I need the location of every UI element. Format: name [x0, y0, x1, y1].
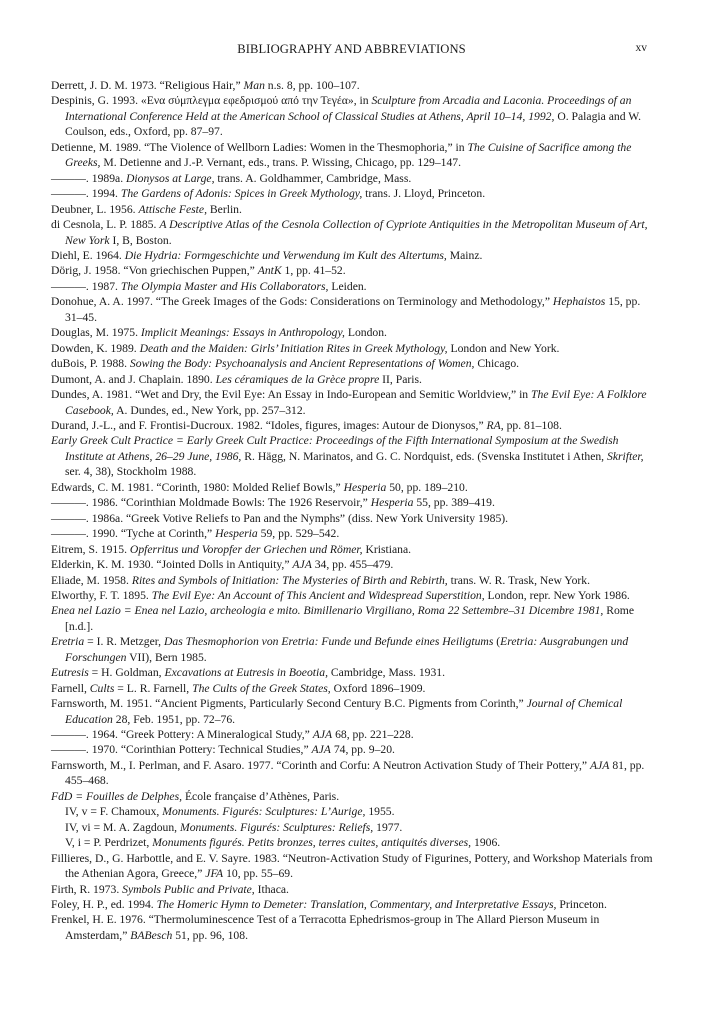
entry-italic-text: The Cults of the Greek States, [192, 681, 331, 695]
entry-italic-text: Rites and Symbols of Initiation: The Mysteries of Birth and Rebirth, [131, 573, 448, 587]
entry-text: 1955. [365, 805, 395, 819]
bibliography-entry [51, 542, 656, 557]
bibliography-entry [51, 758, 656, 789]
entry-italic-text: Die Hydria: Formgeschichte und Verwendung im Kult des Altertums, [124, 248, 447, 262]
entry-text: ———. 1994. [51, 187, 121, 201]
entry-italic-text: RA, [486, 418, 504, 432]
entry-text: Detienne, M. 1989. “The Violence of Wellborn Ladies: Women in the Thesmophoria,” in [51, 140, 468, 154]
entry-text: ( [493, 635, 501, 649]
bibliography-entry [51, 511, 656, 526]
bibliography-entry [51, 294, 656, 325]
entry-text: Farnsworth, M. 1951. “Ancient Pigments, Particularly Second Century B.C. Pigments from Corinth,” [51, 697, 527, 711]
entry-italic-text: The Gardens of Adonis: Spices in Greek Mythology, [120, 187, 363, 201]
entry-italic-text: Implicit Meanings: Essays in Anthropology, [140, 326, 345, 340]
entry-text: Berlin. [207, 202, 242, 216]
entry-text: Oxford 1896–1909. [330, 681, 426, 695]
bibliography-entry [51, 696, 656, 727]
entry-text: Fillieres, D., G. Harbottle, and E. V. Sayre. 1983. “Neutron-Activation Study of Figurines, Pottery, and Workshop Materials from the Athenian Agora, Greece,” [51, 851, 653, 881]
entry-italic-text: Eutresis [51, 666, 89, 680]
entry-italic-text: Monuments. Figurés: Sculptures: Reliefs, [180, 820, 374, 834]
bibliography-entry [51, 418, 656, 433]
entry-text: ———. 1986a. “Greek Votive Reliefs to Pan and the Nymphs” (diss. New York University 1985). [51, 511, 509, 525]
entry-text: Dowden, K. 1989. [51, 341, 140, 355]
entry-italic-text: Eretria [51, 635, 85, 649]
bibliography-entry [51, 526, 656, 541]
bibliography-entry [51, 93, 656, 139]
bibliography-list [51, 78, 656, 943]
entry-text: = I. R. Metzger, [84, 635, 165, 649]
entry-text: 34, pp. 455–479. [311, 558, 394, 572]
bibliography-entry [51, 603, 656, 634]
entry-italic-text: Eretria: Ausgrabungen und Forschungen [65, 635, 629, 664]
entry-text: IV, vi = M. A. Zagdoun, [65, 820, 180, 834]
entry-text: ———. 1986. “Corinthian Moldmade Bowls: The 1926 Reservoir,” [51, 496, 371, 510]
entry-italic-text: Attische Feste, [138, 202, 207, 216]
entry-text: = H. Goldman, [88, 666, 165, 680]
entry-italic-text: AJA [311, 743, 331, 757]
bibliography-entry [51, 356, 656, 371]
bibliography-entry [51, 897, 656, 912]
bibliography-entry [51, 387, 656, 418]
entry-italic-text: AJA [292, 558, 312, 572]
entry-text: IV, v = F. Chamoux, [65, 805, 163, 819]
entry-text: Farnell, [51, 681, 90, 695]
entry-text: London and New York. [447, 341, 560, 355]
entry-italic-text: FdD = Fouilles de Delphes, [51, 789, 183, 803]
entry-text: Despinis, G. 1993. «Ενα σύμπλεγμα εφεδρισμού από την Τεγέα», in [51, 94, 372, 108]
entry-text: Diehl, E. 1964. [51, 248, 125, 262]
bibliography-entry [51, 681, 656, 696]
entry-italic-text: Skrifter, [607, 449, 644, 463]
entry-text: Edwards, C. M. 1981. “Corinth, 1980: Molded Relief Bowls,” [51, 480, 344, 494]
entry-italic-text: Hesperia [343, 480, 387, 494]
bibliography-entry [51, 433, 656, 479]
entry-italic-text: Early Greek Cult Practice = Early Greek Cult Practice: Proceedings of the Fifth International Symposium at the Swedish Institute at Athens, 26–29 June, 1986, [51, 434, 619, 463]
entry-text: Dörig, J. 1958. “Von griechischen Puppen,” [51, 264, 258, 278]
entry-italic-text: Sowing the Body: Psychoanalysis and Ancient Representations of Women, [129, 357, 475, 371]
bibliography-entry [51, 573, 656, 588]
page-number: xv [635, 42, 647, 54]
entry-italic-text: Hesperia [215, 527, 258, 541]
entry-italic-text: Les céramiques de la Grèce propre [215, 372, 380, 386]
entry-italic-text: Dionysos at Large, [126, 171, 215, 185]
entry-text: 1977. [373, 820, 403, 834]
entry-italic-text: Das Thesmophorion von Eretria: Funde und Befunde eines Heiligtums [164, 635, 494, 649]
entry-text: 81, pp. 455–468. [65, 758, 645, 788]
bibliography-entry [51, 742, 656, 757]
bibliography-entry [51, 263, 656, 278]
bibliography-entry [51, 789, 656, 804]
bibliography-entry [51, 325, 656, 340]
bibliography-entry [51, 341, 656, 356]
entry-text: ———. 1990. “Tyche at Corinth,” [51, 527, 216, 541]
entry-italic-text: Hesperia [370, 496, 414, 510]
entry-text: 15, pp. 31–45. [65, 295, 641, 324]
bibliography-entry [51, 186, 656, 201]
entry-text: pp. 81–108. [503, 418, 562, 432]
bibliography-entry [51, 279, 656, 294]
entry-text: 1906. [471, 836, 501, 850]
entry-italic-text: Journal of Chemical Education [65, 697, 623, 726]
entry-italic-text: AntK [257, 264, 282, 278]
entry-text: École française d’Athènes, Paris. [182, 789, 340, 803]
entry-italic-text: Man [243, 79, 265, 92]
entry-text: A. Dundes, ed., New York, pp. 257–312. [113, 403, 306, 417]
entry-italic-text: BABesch [130, 928, 173, 942]
entry-text: Farnsworth, M., I. Perlman, and F. Asaro. 1977. “Corinth and Corfu: A Neutron Activation Study of Their Pottery,” [51, 758, 591, 772]
entry-text: Dumont, A. and J. Chaplain. 1890. [51, 372, 216, 386]
entry-text: 68, pp. 221–228. [332, 728, 414, 742]
entry-text: Ithaca. [254, 882, 289, 896]
entry-text: O. Palagia and W. Coulson, eds., Oxford, pp. 87–97. [65, 109, 642, 139]
entry-text: Douglas, M. 1975. [51, 326, 141, 340]
bibliography-entry [51, 480, 656, 495]
entry-italic-text: Enea nel Lazio = Enea nel Lazio, archeologia e mito. Bimillenario Virgiliano, Roma 22 Settembre–31 Dicembre 1981, [51, 604, 604, 618]
bibliography-entry [51, 171, 656, 186]
entry-text: 74, pp. 9–20. [330, 743, 395, 757]
entry-text: Eitrem, S. 1915. [51, 542, 130, 556]
page-header [0, 42, 703, 62]
bibliography-subentry [51, 804, 656, 819]
entry-text: duBois, P. 1988. [51, 357, 130, 371]
entry-text: London. [344, 326, 387, 340]
entry-text: ———. 1989a. [51, 171, 127, 185]
entry-text: Princeton. [556, 898, 607, 912]
entry-italic-text: Cults [89, 681, 115, 695]
entry-text: Mainz. [446, 248, 483, 262]
entry-text: R. Hägg, N. Marinatos, and G. C. Nordquist, eds. (Svenska Institutet i Athen, [241, 449, 608, 463]
entry-italic-text: Hephaistos [552, 295, 606, 309]
entry-text: Deubner, L. 1956. [51, 202, 139, 216]
entry-italic-text: JFA [205, 867, 224, 881]
bibliography-entry [51, 248, 656, 263]
bibliography-entry [51, 665, 656, 680]
entry-italic-text: AJA [590, 758, 610, 772]
entry-text: Elderkin, K. M. 1930. “Jointed Dolls in Antiquity,” [51, 558, 293, 572]
bibliography-entry [51, 372, 656, 387]
entry-text: Firth, R. 1973. [51, 882, 123, 896]
entry-text: Frenkel, H. E. 1976. “Thermoluminescence Test of a Terracotta Ephedrismos-group in The Allard Pierson Museum in Amsterdam,” [51, 913, 600, 942]
entry-text: ———. 1970. “Corinthian Pottery: Technical Studies,” [51, 743, 312, 757]
entry-text: Foley, H. P., ed. 1994. [51, 898, 157, 912]
entry-text: Kristiana. [362, 542, 412, 556]
entry-italic-text: Death and the Maiden: Girls’ Initiation Rites in Greek Mythology, [139, 341, 448, 355]
bibliography-entry [51, 495, 656, 510]
entry-text: V, i = P. Perdrizet, [65, 836, 153, 850]
entry-text: II, Paris. [379, 372, 422, 386]
bibliography-subentry [51, 835, 656, 850]
entry-text: trans. J. Lloyd, Princeton. [362, 187, 486, 201]
entry-text: ———. 1987. [51, 279, 121, 293]
entry-italic-text: Monuments. Figurés: Sculptures: L’Aurige, [162, 805, 366, 819]
bibliography-subentry [51, 820, 656, 835]
entry-text: M. Detienne and J.-P. Vernant, eds., trans. P. Wissing, Chicago, pp. 129–147. [100, 156, 462, 170]
entry-italic-text: The Homeric Hymn to Demeter: Translation, Commentary, and Interpretative Essays, [156, 898, 557, 912]
entry-text: ———. 1964. “Greek Pottery: A Mineralogical Study,” [51, 728, 313, 742]
bibliography-entry [51, 217, 656, 248]
entry-text: di Cesnola, L. P. 1885. [51, 218, 160, 232]
entry-italic-text: Opferritus und Voropfer der Griechen und Römer, [129, 542, 363, 556]
entry-text: trans. W. R. Trask, New York. [447, 573, 591, 587]
entry-italic-text: AJA [312, 728, 333, 742]
entry-italic-text: The Olympia Master and His Collaborators, [120, 279, 329, 293]
entry-text: Donohue, A. A. 1997. “The Greek Images of the Gods: Considerations on Terminology and Methodology,” [51, 295, 553, 309]
entry-text: 50, pp. 189–210. [386, 480, 468, 494]
entry-italic-text: The Evil Eye: A Folklore Casebook, [65, 388, 647, 417]
bibliography-entry [51, 588, 656, 603]
entry-text: 10, pp. 55–69. [223, 867, 294, 881]
entry-text: London, repr. New York 1986. [484, 588, 630, 602]
entry-text: Eliade, M. 1958. [51, 573, 132, 587]
bibliography-entry [51, 78, 656, 93]
entry-text: n.s. 8, pp. 100–107. [264, 79, 360, 92]
entry-text: Chicago. [474, 357, 520, 371]
entry-text: 59, pp. 529–542. [257, 527, 340, 541]
entry-italic-text: Sculpture from Arcadia and Laconia. Proceedings of an International Conference Held at the American School of Classical Studies at Athens, April 10–14, 1992, [65, 94, 632, 123]
page-title: BIBLIOGRAPHY AND ABBREVIATIONS [237, 42, 466, 56]
entry-italic-text: The Cuisine of Sacrifice among the Greeks, [65, 140, 632, 170]
entry-text: Dundes, A. 1981. “Wet and Dry, the Evil Eye: An Essay in Indo-European and Semitic Worldview,” in [51, 388, 532, 402]
bibliography-entry [51, 912, 656, 943]
entry-italic-text: Symbols Public and Private, [122, 882, 255, 896]
bibliography-entry [51, 557, 656, 572]
bibliography-entry [51, 882, 656, 897]
bibliography-entry [51, 202, 656, 217]
bibliography-entry [51, 634, 656, 665]
entry-text: 55, pp. 389–419. [413, 496, 495, 510]
entry-text: 28, Feb. 1951, pp. 72–76. [112, 712, 236, 726]
entry-text: 51, pp. 96, 108. [172, 928, 248, 942]
bibliography-entry [51, 727, 656, 742]
bibliography-entry [51, 851, 656, 882]
entry-text: I, B, Boston. [109, 233, 172, 247]
entry-text: ser. 4, 38), Stockholm 1988. [65, 465, 197, 479]
entry-text: Leiden. [328, 279, 367, 293]
entry-text: 1, pp. 41–52. [281, 264, 346, 278]
entry-text: Elworthy, F. T. 1895. [51, 588, 152, 602]
entry-text: Cambridge, Mass. 1931. [327, 666, 446, 680]
entry-text: Derrett, J. D. M. 1973. “Religious Hair,” [51, 79, 244, 92]
entry-text: Rome [n.d.]. [65, 604, 635, 633]
entry-italic-text: The Evil Eye: An Account of This Ancient and Widespread Superstition, [151, 588, 485, 602]
entry-text: = L. R. Farnell, [114, 681, 193, 695]
entry-text: Durand, J.-L., and F. Frontisi-Ducroux. 1982. “Idoles, figures, images: Autour de Dionysos,” [51, 418, 487, 432]
bibliography-entry [51, 140, 656, 171]
entry-italic-text: Monuments figurés. Petits bronzes, terres cuites, antiquités diverses, [152, 836, 472, 850]
entry-text: VII), Bern 1985. [126, 650, 207, 664]
entry-italic-text: Excavations at Eutresis in Boeotia, [164, 666, 328, 680]
entry-italic-text: A Descriptive Atlas of the Cesnola Collection of Cypriote Antiquities in the Metropolitan Museum of Art, New York [65, 218, 648, 247]
entry-text: trans. A. Goldhammer, Cambridge, Mass. [214, 171, 412, 185]
